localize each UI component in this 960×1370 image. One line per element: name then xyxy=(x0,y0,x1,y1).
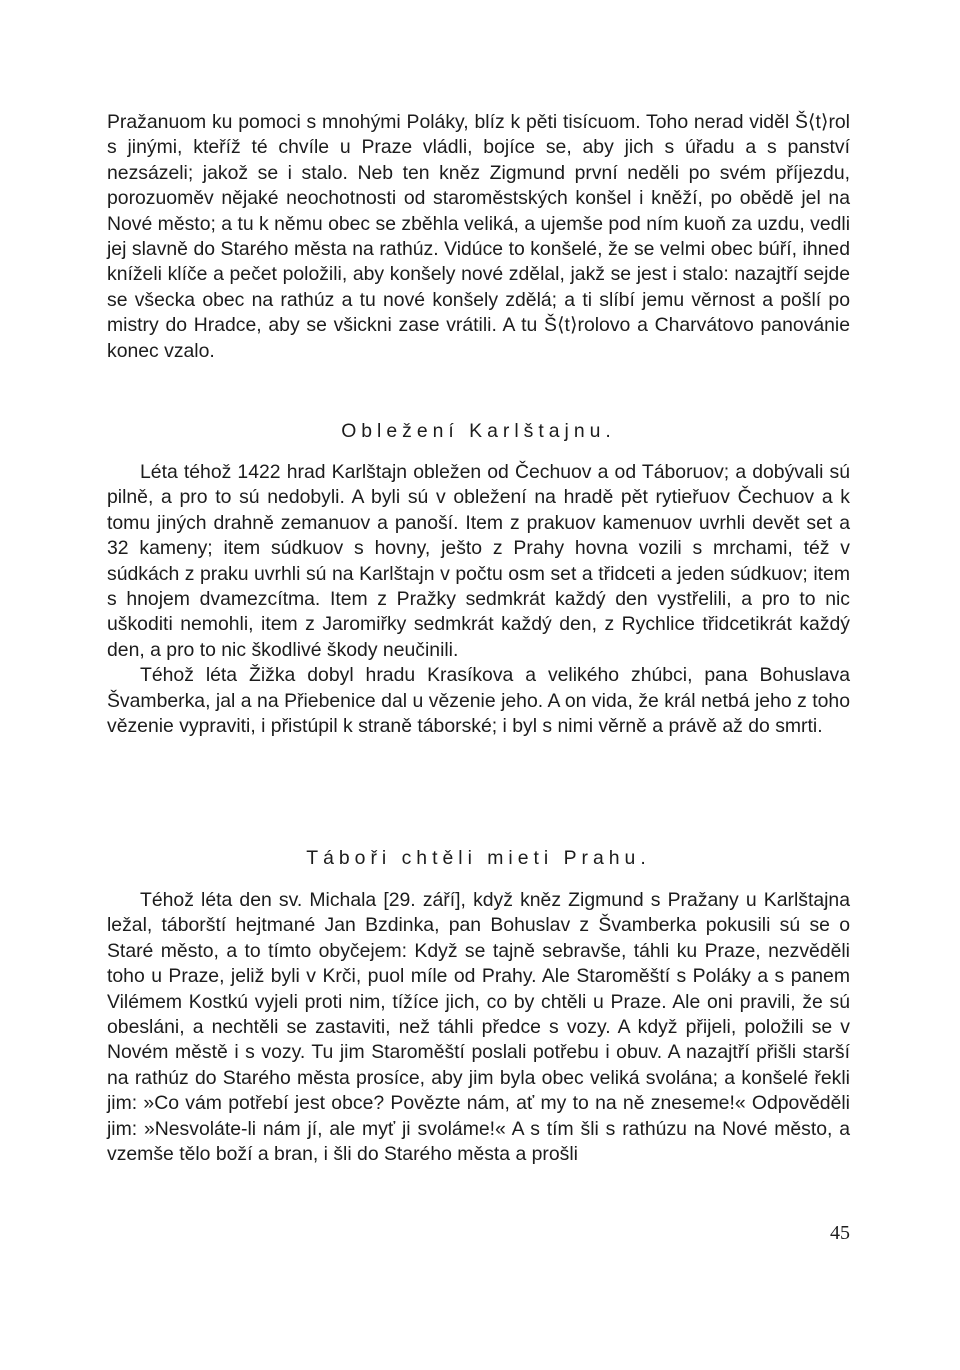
paragraph: Pražanuom ku pomoci s mnohými Poláky, blíz k pěti tisícuom. Toho nerad viděl Š⟨t⟩rol s jinými, kteříž té chvíle u Praze vládli, bojíce se, aby jich s úřadu a s panství nezsázeli; jakož se i stalo. Neb ten kněz Zigmund první neděli po svém příjezdu, porozuoměv nějaké neochotnosti od staroměstských konšel i kněží, po obědě jel na Nové město; a tu k němu obec se zběhla veliká, a ujemše pod ním kuoň za uzdu, vedli jej slavně do Starého města na rathúz. Vidúce to konšelé, že se velmi obec búří, ihned kníželi klíče a pečet položili, aby konšely nové zdělal, jakž se jest i stalo: nazajtří sejde se všecka obec na rathúz a tu nové konšely zdělá; a ti slíbí jemu věrnost a pošlí po mistry do Hradce, aby se všickni zase vrátili. A tu Š⟨t⟩rolovo a Charvátovo panovánie konec vzalo. xyxy=(107,111,850,362)
section-heading: Obležení Karlštajnu. xyxy=(341,420,616,442)
text-block-siege xyxy=(107,460,850,739)
paragraph: Léta téhož 1422 hrad Karlštajn obležen od Čechuov a od Táboruov; a dobývali sú pilně, a pro to sú nedobyli. A byli sú v obležení na hradě pět rytieřuov Čechuov a k tomu jiných drahně zemanuov a panoší. Item z prakuov kamenuov uvrhli devět set a 32 kameny; item súdkuov s hovny, ješto z Prahy hovna vozili s mrchami, též v súdkách z praku uvrhli sú na Karlštajn v počtu osm set a třidceti a jeden súdkuov; item s hnojem dvamezcítma. Item z Pražky sedmkrát každý den vystřelili, a pro to nic uškoditi nemohli, item z Jaromiřky sedmkrát každý den, z Rychlice třidcetikrát každý den, a pro to nic škodlivé škody neučinili. xyxy=(107,461,850,661)
text-block-prague xyxy=(107,888,850,1167)
page-number: 45 xyxy=(830,1222,850,1244)
text-block-intro xyxy=(107,110,850,364)
section-heading: Táboři chtěli mieti Prahu. xyxy=(306,847,651,869)
paragraph: Téhož léta Žižka dobyl hradu Krasíkova a velikého zhúbci, pana Bohuslava Švamberka, jal a na Přiebenice dal u vězenie jeho. A on vida, že král netbá jeho z toho vězenie vypraviti, i přistúpil k straně táborské; i byl s nimi věrně a právě až do smrti. xyxy=(107,664,850,738)
paragraph: Téhož léta den sv. Michala [29. září], když kněz Zigmund s Pražany u Karlštajna ležal, táborští hejtmané Jan Bzdinka, pan Bohuslav z Švamberka pokusili sú se o Staré město, a to tímto obyčejem: Když se tajně sebravše, táhli ku Praze, nezvěděli toho u Praze, jeliž byli v Krči, puol míle od Prahy. Ale Staroměští s Poláky a s panem Vilémem Kostkú vyjeli proti nim, tížíce jich, co by chtěli u Praze. Ale oni pravili, že sú obesláni, a nechtěli se zastaviti, než táhli předce s vozy. A když přijeli, položili se v Novém městě i s vozy. Tu jim Staroměští poslali potřebu i obuv. A nazajtří přišli starší na rathúz do Starého města prosíce, aby jim byla obec veliká svolána; a konšelé řekli jim: »Co vám potřebí jest obce? Povězte nám, ať my to na ně zneseme!« Odpověděli jim: »Nesvoláte-li nám jí, ale myť ji svoláme!« A s tím šli s rathúzu na Nové město, a vzemše tělo boží a bran, i šli do Starého města a prošli xyxy=(107,889,850,1166)
